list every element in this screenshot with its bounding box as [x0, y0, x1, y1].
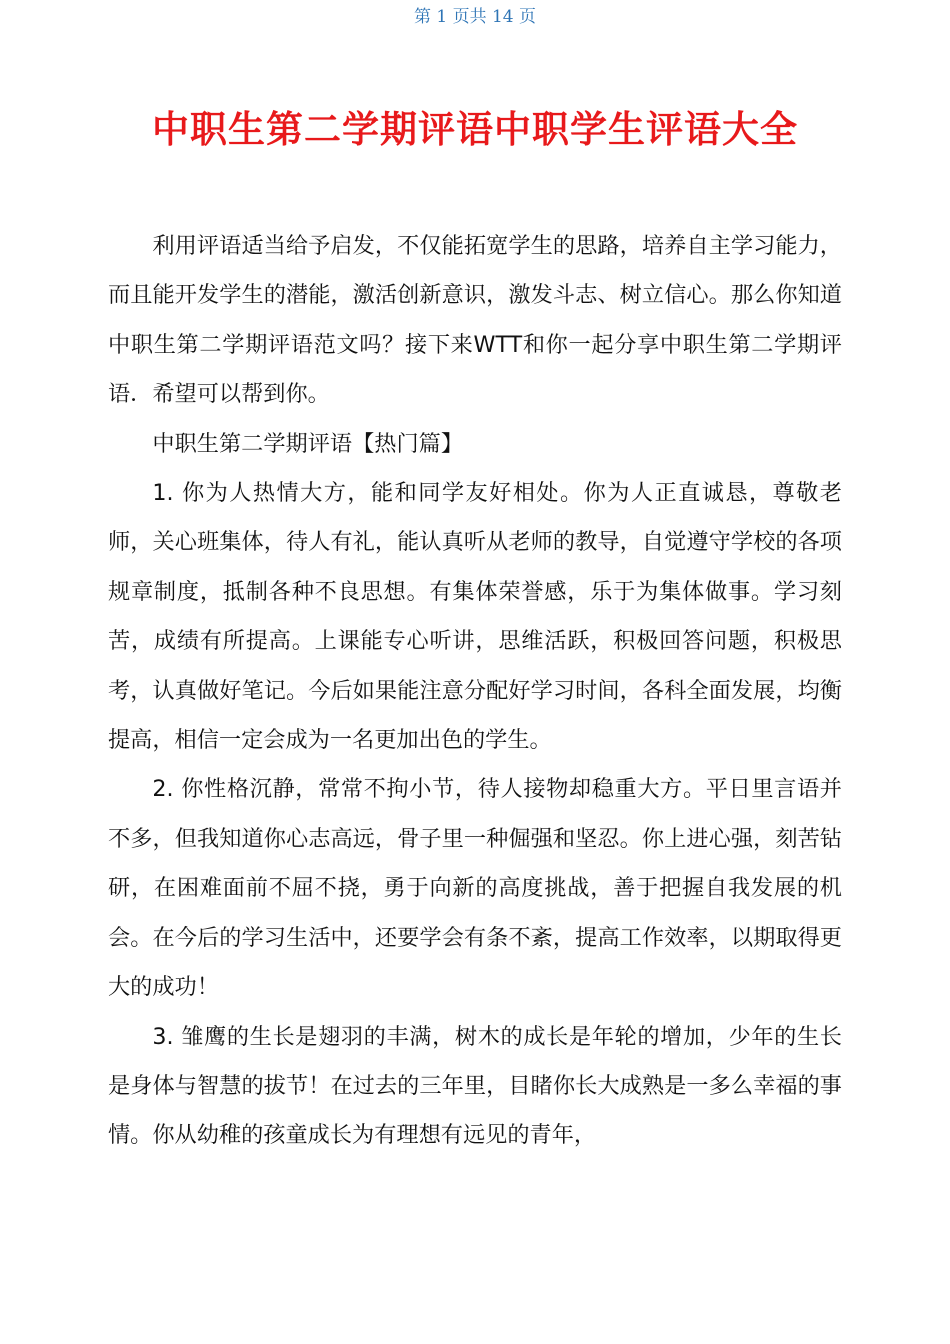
comment-item-2: 2. 你性格沉静，常常不拘小节，待人接物却稳重大方。平日里言语并不多，但我知道你心志高远，骨子里一种倔强和坚忍。你上进心强，刻苦钻研，在困难面前不屈不挠，勇于向新的高度挑战，善于把握自我发展的机会。在今后的学习生活中，还要学会有条不紊，提高工作效率，以期取得更大的成功！ — [108, 776, 842, 1001]
intro-paragraph: 利用评语适当给予启发，不仅能拓宽学生的思路，培养自主学习能力，而且能开发学生的潜能，激活创新意识，激发斗志、树立信心。那么你知道中职生第二学期评语范文吗？接下来WTT和你一起分享中职生第二学期评语．希望可以帮到你。 — [108, 233, 842, 408]
page-indicator: 第 1 页共 14 页 — [413, 7, 537, 27]
section-heading: 中职生第二学期评语【热门篇】 — [152, 430, 464, 457]
comment-item-3: 3. 雏鹰的生长是翅羽的丰满，树木的成长是年轮的增加，少年的生长是身体与智慧的拔节！在过去的三年里，目睹你长大成熟是一多么幸福的事情。你从幼稚的孩童成长为有理想有远见的青年， — [108, 1023, 842, 1149]
document-title: 中职生第二学期评语中职学生评语大全 — [152, 108, 798, 151]
comment-item-1: 1. 你为人热情大方，能和同学友好相处。你为人正直诚恳，尊敬老师，关心班集体，待人有礼，能认真听从老师的教导，自觉遵守学校的各项规章制度，抵制各种不良思想。有集体荣誉感，乐于为集体做事。学习刻苦，成绩有所提高。上课能专心听讲，思维活跃，积极回答问题，积极思考，认真做好笔记。今后如果能注意分配好学习时间，各科全面发展，均衡提高，相信一定会成为一名更加出色的学生。 — [108, 480, 842, 754]
document-body — [108, 222, 842, 1161]
